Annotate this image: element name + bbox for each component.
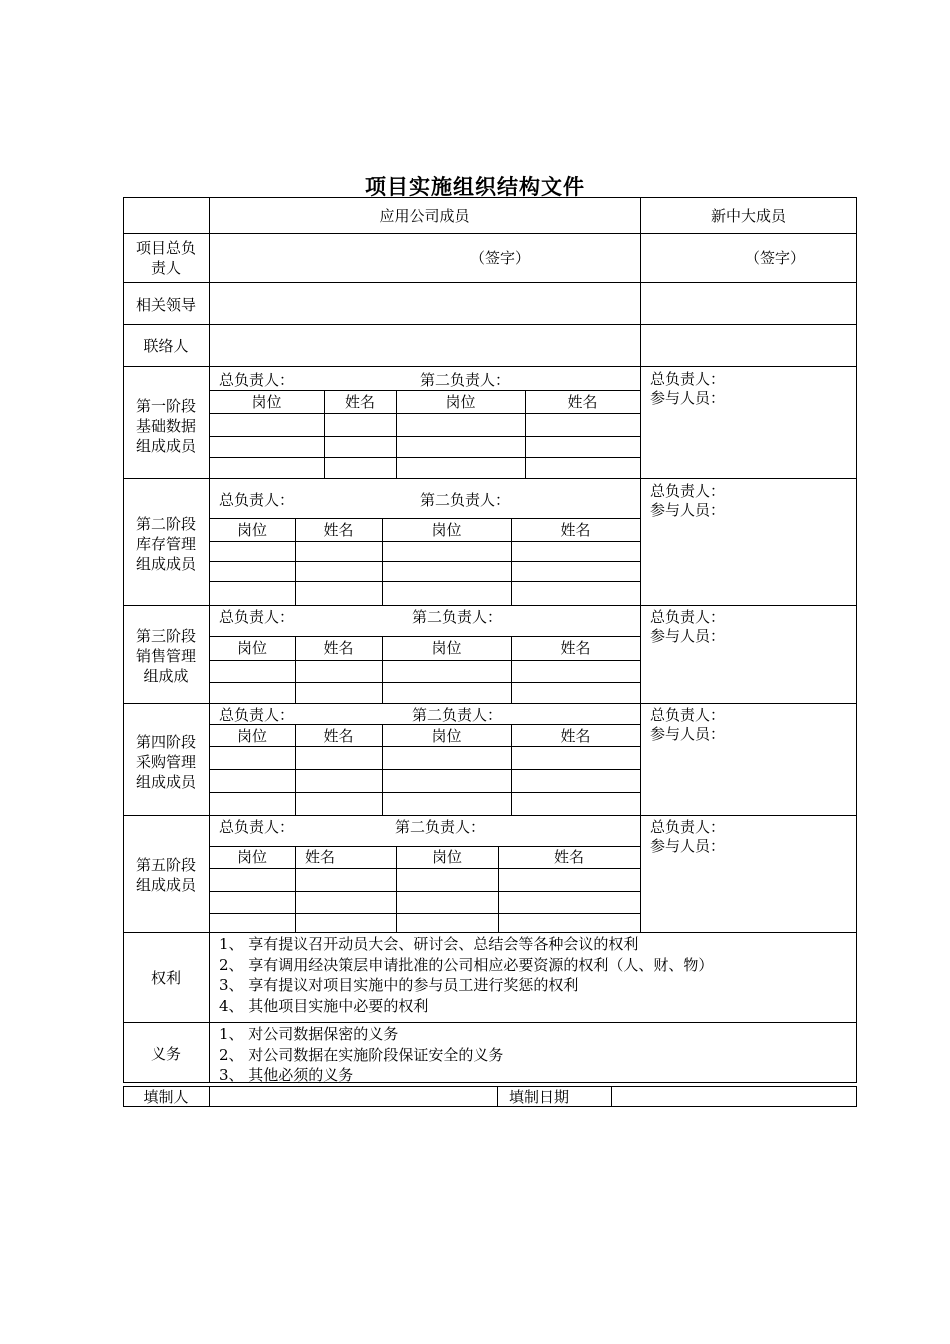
grid-line (209, 1086, 210, 1107)
footer-table (123, 1086, 857, 1107)
list-item: 2、 对公司数据在实施阶段保证安全的义务 (219, 1045, 504, 1064)
phase-5-partner-lead: 总负责人： (650, 818, 726, 836)
grid-line (611, 1086, 612, 1107)
row-divider (123, 815, 857, 816)
phase-4-second-lead: 第二负责人： (412, 706, 503, 724)
phase-4-participants: 参与人员： (650, 725, 726, 743)
col-post: 岗位 (431, 727, 462, 745)
grid-line (209, 390, 640, 391)
phase-5-lead: 总负责人： (219, 818, 295, 836)
phase-5-second-lead: 第二负责人： (395, 818, 486, 836)
col-post: 岗位 (431, 639, 462, 657)
page-title: 项目实施组织结构文件 (365, 174, 585, 199)
row-divider (123, 1022, 857, 1023)
filled-by-label: 填制人 (143, 1088, 189, 1106)
fill-date-label: 填制日期 (508, 1088, 569, 1106)
phase-1-lead: 总负责人： (219, 371, 295, 389)
row-divider (123, 366, 857, 367)
col-name: 姓名 (323, 639, 354, 657)
grid-line (209, 581, 640, 582)
list-item: 1、 对公司数据保密的义务 (219, 1025, 399, 1043)
grid-line (209, 561, 640, 562)
col-name: 姓名 (323, 521, 354, 539)
grid-line (209, 746, 640, 747)
phase-2-second-lead: 第二负责人： (420, 491, 511, 509)
phase-5-participants: 参与人员： (650, 837, 726, 855)
grid-line (209, 868, 640, 869)
grid-line (209, 682, 640, 683)
header-company: 应用公司成员 (379, 207, 470, 225)
col-post: 岗位 (236, 639, 267, 657)
grid-line (209, 724, 640, 725)
grid-line (209, 660, 640, 661)
list-item: 4、 其他项目实施中必要的权利 (219, 996, 429, 1015)
phase-3-partner-lead: 总负责人： (650, 608, 726, 626)
grid-line (209, 792, 640, 793)
grid-line (209, 518, 640, 519)
col-name: 姓名 (560, 521, 591, 539)
phase-1-partner-lead: 总负责人： (650, 370, 726, 388)
phase-1-label: 第一阶段 基础数据 组成成员 (135, 397, 196, 455)
leader-label: 相关领导 (135, 296, 196, 314)
phase-1-second-lead: 第二负责人： (420, 371, 511, 389)
list-item: 3、 享有提议对项目实施中的参与员工进行奖惩的权利 (219, 976, 579, 994)
project-lead-label: 项目总负 责人 (135, 239, 196, 277)
col-name: 姓名 (323, 727, 354, 745)
list-item: 3、 其他必须的义务 (219, 1066, 354, 1084)
col-name: 姓名 (305, 848, 336, 866)
duties-label: 义务 (150, 1045, 181, 1063)
phase-2-participants: 参与人员： (650, 501, 726, 519)
phase-5-label: 第五阶段 组成成员 (135, 856, 196, 894)
header-partner: 新中大成员 (710, 207, 786, 225)
col-post: 岗位 (236, 848, 267, 866)
row-divider (123, 324, 857, 325)
contact-label: 联络人 (143, 337, 189, 355)
signature-company: （签字） (470, 249, 531, 267)
col-post: 岗位 (431, 848, 462, 866)
row-divider (123, 932, 857, 933)
col-name: 姓名 (560, 727, 591, 745)
col-name: 姓名 (567, 393, 598, 411)
phase-4-partner-lead: 总负责人： (650, 706, 726, 724)
row-divider (123, 605, 857, 606)
grid-line (209, 541, 640, 542)
col-name: 姓名 (344, 393, 375, 411)
col-post: 岗位 (236, 521, 267, 539)
col-post: 岗位 (236, 727, 267, 745)
list-item: 1、 享有提议召开动员大会、研讨会、总结会等各种会议的权利 (219, 935, 639, 953)
col-post: 岗位 (431, 521, 462, 539)
phase-1-participants: 参与人员： (650, 389, 726, 407)
row-divider (123, 233, 857, 234)
grid-line (209, 636, 640, 637)
grid-line (209, 891, 640, 892)
phase-4-lead: 总负责人： (219, 706, 295, 724)
phase-3-second-lead: 第二负责人： (412, 608, 503, 626)
col-divider-partner (640, 197, 641, 933)
phase-3-label: 第三阶段 销售管理 组成成 (135, 627, 196, 685)
col-post: 岗位 (445, 393, 476, 411)
rights-label: 权利 (150, 969, 181, 987)
signature-partner: （签字） (745, 249, 806, 267)
grid-line (209, 457, 640, 458)
col-post: 岗位 (251, 393, 282, 411)
phase-2-partner-lead: 总负责人： (650, 482, 726, 500)
phase-3-lead: 总负责人： (219, 608, 295, 626)
row-divider (123, 478, 857, 479)
col-name: 姓名 (560, 639, 591, 657)
grid-line (209, 769, 640, 770)
list-item: 2、 享有调用经决策层申请批准的公司相应必要资源的权利（人、财、物） (219, 955, 714, 974)
col-name: 姓名 (553, 848, 584, 866)
grid-line (209, 436, 640, 437)
grid-line (295, 846, 296, 932)
phase-3-participants: 参与人员： (650, 627, 726, 645)
grid-line (209, 413, 640, 414)
row-divider (123, 703, 857, 704)
phase-4-label: 第四阶段 采购管理 组成成员 (135, 733, 196, 791)
phase-2-lead: 总负责人： (219, 491, 295, 509)
rights-list (219, 934, 713, 1016)
row-divider (123, 282, 857, 283)
phase-2-label: 第二阶段 库存管理 组成成员 (135, 515, 196, 573)
duties-list (219, 1024, 503, 1086)
grid-line (209, 913, 640, 914)
